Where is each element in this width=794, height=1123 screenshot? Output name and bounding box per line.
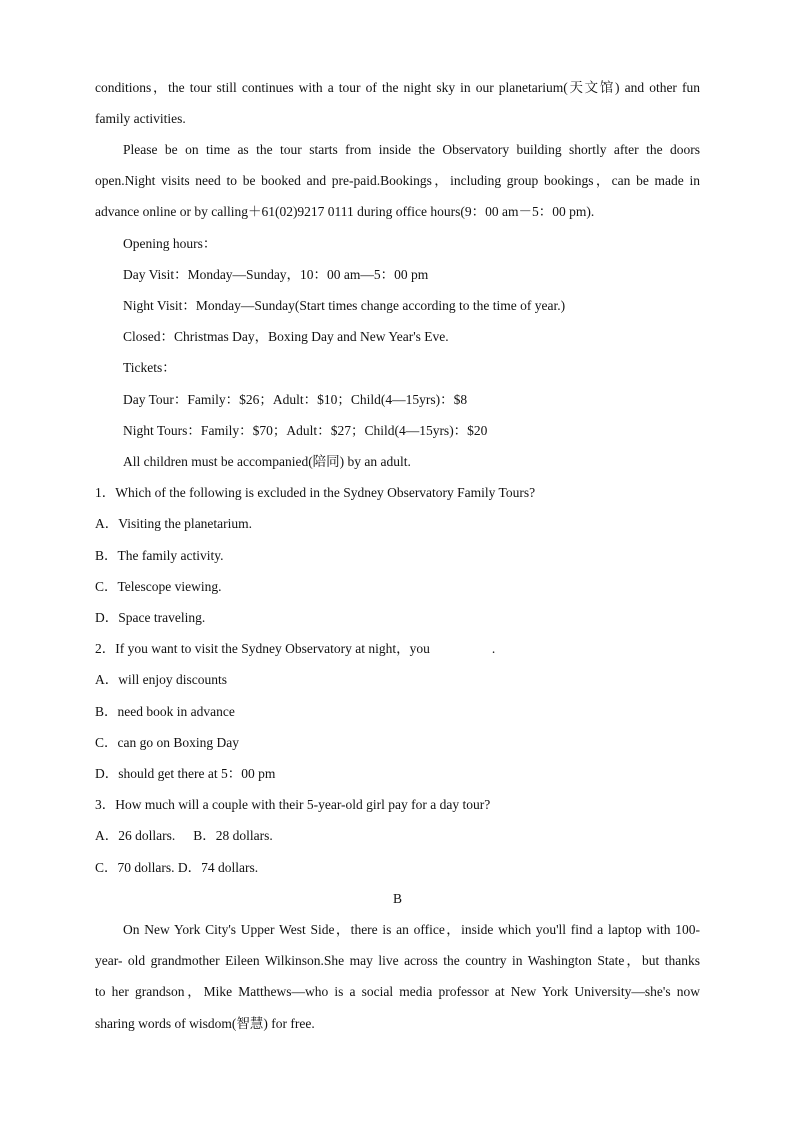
question-3-option-b: B．28 dollars. — [193, 828, 273, 843]
question-2-stem: 2．If you want to visit the Sydney Observatory at night，you — [95, 641, 430, 656]
question-3-options-row-1 — [95, 827, 700, 845]
question-3-option-a: A．26 dollars. — [95, 828, 176, 843]
question-1-option-a: A．Visiting the planetarium. — [95, 516, 253, 531]
question-2-option-a: A．will enjoy discounts — [95, 672, 227, 687]
question-1-option-c: C．Telescope viewing. — [95, 579, 222, 594]
question-2-option-c: C．can go on Boxing Day — [95, 735, 239, 750]
paragraph-2-line-3: advance online or by calling＋61(02)9217 0111 during office hours(9：00 am－5：00 pm). — [95, 204, 595, 219]
day-tour-prices: Day Tour：Family：$26；Adult：$10；Child(4—15yrs)：$8 — [123, 392, 468, 407]
passage-b-line-1: On New York City's Upper West Side，there is an office，inside which you'll find a laptop with 100- — [123, 922, 700, 937]
question-3-option-c: C．70 dollars. — [95, 860, 175, 875]
opening-hours-label: Opening hours： — [123, 236, 217, 251]
question-2-option-b: B．need book in advance — [95, 704, 235, 719]
question-2-stem-row — [95, 640, 700, 658]
passage-b-line-3: to her grandson，Mike Matthews—who is a social media professor at New York University—she's now — [95, 984, 700, 999]
closed-days: Closed：Christmas Day，Boxing Day and New Year's Eve. — [123, 329, 449, 344]
night-visit-hours: Night Visit：Monday—Sunday(Start times change according to the time of year.) — [123, 298, 566, 313]
question-3-options-row-2 — [95, 859, 700, 877]
passage-b-line-4: sharing words of wisdom(智慧) for free. — [95, 1016, 315, 1031]
passage-b-line-2: year- old grandmother Eileen Wilkinson.She may live across the country in Washington State，but thanks — [95, 953, 700, 968]
paragraph-2-line-2: open.Night visits need to be booked and pre-paid.Bookings，including group bookings，can be made in — [95, 173, 700, 188]
question-2-stem-end: . — [491, 641, 496, 656]
question-1-option-b: B．The family activity. — [95, 548, 224, 563]
tickets-label: Tickets： — [123, 360, 176, 375]
paragraph-1-line-2: family activities. — [95, 111, 186, 126]
question-3-stem: 3．How much will a couple with their 5-year-old girl pay for a day tour? — [95, 797, 491, 812]
children-note: All children must be accompanied(陪同) by an adult. — [123, 454, 411, 469]
question-3-option-d: D．74 dollars. — [177, 860, 259, 875]
night-tour-prices: Night Tours：Family：$70；Adult：$27；Child(4—15yrs)：$20 — [123, 423, 488, 438]
paragraph-2-line-1: Please be on time as the tour starts from inside the Observatory building shortly after the doors — [123, 142, 700, 157]
question-1-option-d: D．Space traveling. — [95, 610, 206, 625]
section-heading-b: B — [392, 891, 402, 906]
day-visit-hours: Day Visit：Monday—Sunday，10：00 am—5：00 pm — [123, 267, 429, 282]
question-1-stem: 1．Which of the following is excluded in the Sydney Observatory Family Tours? — [95, 485, 536, 500]
paragraph-1-line-1: conditions，the tour still continues with a tour of the night sky in our planetarium(天文馆) and other fun — [95, 80, 700, 95]
question-2-option-d: D．should get there at 5：00 pm — [95, 766, 276, 781]
